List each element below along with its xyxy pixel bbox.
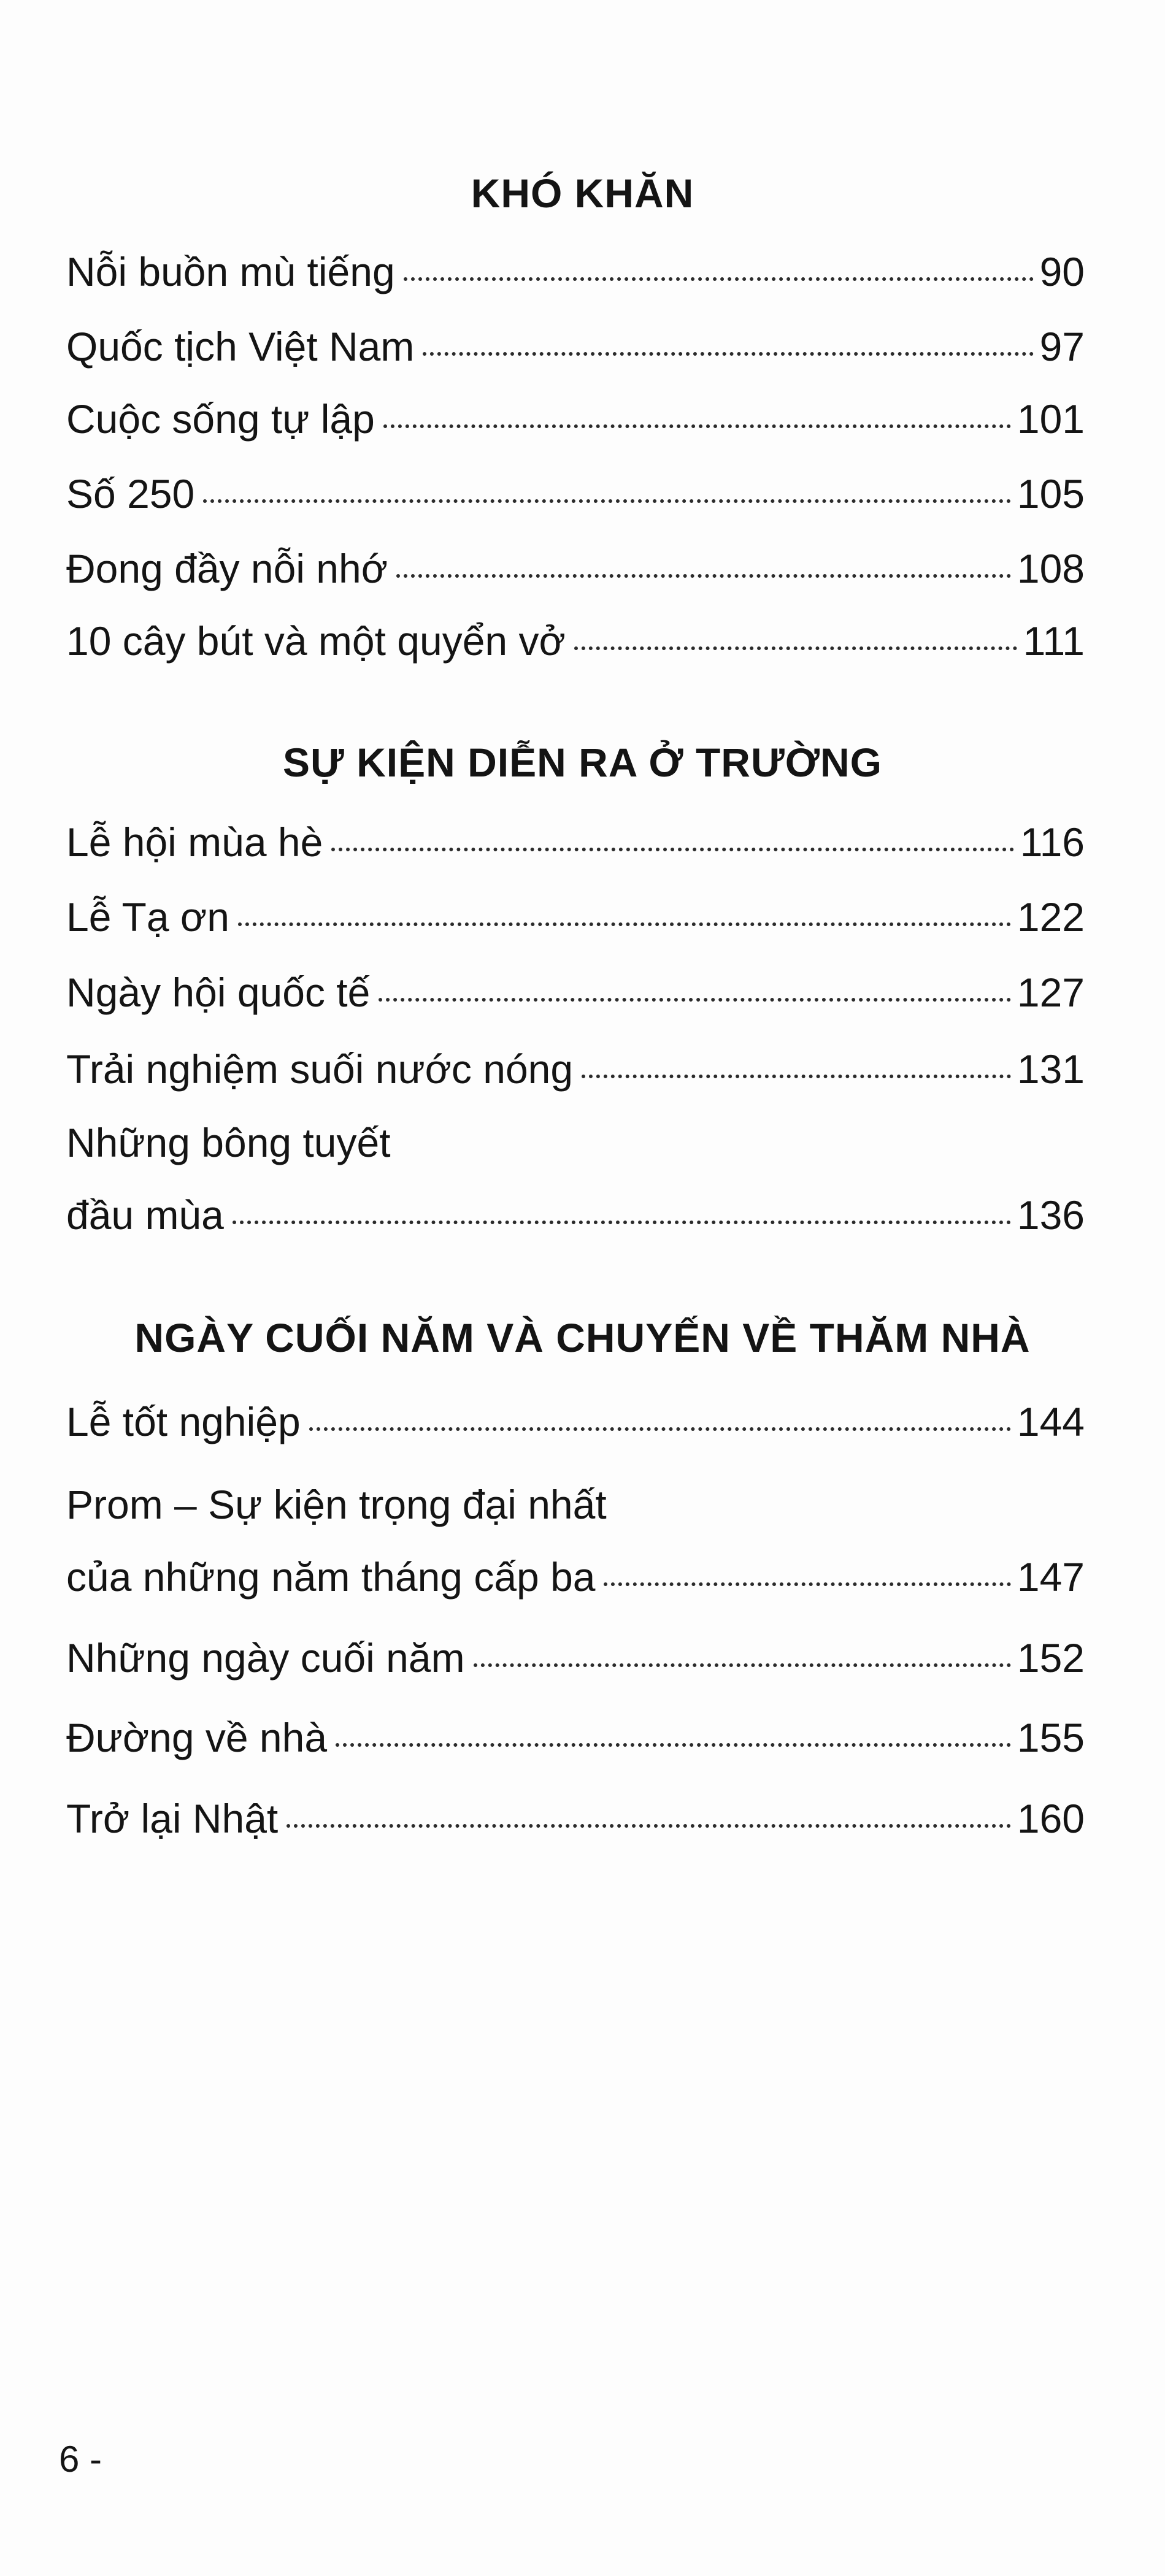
toc-entry [66,1635,1085,1681]
dot-leader [396,574,1011,578]
toc-entry-title: Quốc tịch Việt Nam [66,324,415,369]
toc-entry-title: Lễ hội mùa hè [66,819,323,865]
toc-entry [66,473,1085,514]
toc-entry-title-line2: của những năm tháng cấp ba [66,1554,596,1600]
dot-leader [336,1743,1011,1747]
toc-entry-page: 111 [1023,618,1085,664]
toc-entry-title: Lễ Tạ ơn [66,894,229,940]
toc-entry-page: 152 [1017,1635,1085,1681]
toc-entry-page: 122 [1017,894,1085,940]
dot-leader [331,848,1013,851]
footer-page-number: 6 - [59,2439,102,2480]
toc-entry-title-line1: Những bông tuyết [66,1120,391,1165]
toc-entry-title: Đong đầy nỗi nhớ [66,546,388,591]
toc-entry-title: Trở lại Nhật [66,1796,279,1841]
dot-leader [379,998,1011,1002]
dot-leader [238,922,1011,926]
toc-entry-multiline [66,1120,1085,1238]
toc-entry-title: Những ngày cuối năm [66,1635,465,1681]
toc-entry-title: Nỗi buồn mù tiếng [66,249,395,294]
toc-entry-page: 144 [1017,1399,1085,1444]
toc-entry [66,618,1085,664]
toc-entry-multiline [66,1482,1085,1600]
section-title-su-kien: SỰ KIỆN DIỄN RA Ở TRƯỜNG [282,740,883,785]
section-title-ngay-cuoi-nam: NGÀY CUỐI NĂM VÀ CHUYẾN VỀ THĂM NHÀ [134,1315,1031,1360]
toc-entry-page: 147 [1017,1554,1085,1600]
dot-leader [582,1075,1011,1078]
dot-leader [383,424,1011,428]
dot-leader [309,1427,1011,1431]
dot-leader [474,1663,1011,1667]
dot-leader [203,499,1011,503]
toc-entry-title-line1: Prom – Sự kiện trọng đại nhất [66,1482,607,1527]
toc-entry-title: Trải nghiệm suối nước nóng [66,1046,574,1092]
toc-entry-title: Cuộc sống tự lập [66,396,375,442]
toc-entry-page: 160 [1017,1796,1085,1841]
toc-entry-page: 90 [1039,249,1085,294]
toc-entry-page: 105 [1017,471,1085,516]
dot-leader [286,1824,1011,1828]
dot-leader [604,1582,1010,1586]
toc-entry [66,819,1085,865]
toc-entry [66,972,1085,1013]
toc-entry [66,396,1085,442]
toc-entry [66,548,1085,589]
toc-entry-page: 108 [1017,546,1085,591]
dot-leader [423,352,1033,356]
toc-entry-page: 127 [1017,970,1085,1015]
toc-entry [66,1046,1085,1092]
toc-entry-page: 97 [1039,324,1085,369]
toc-entry [66,1401,1085,1442]
toc-entry [66,326,1085,367]
toc-entry-title: Lễ tốt nghiệp [66,1399,301,1444]
toc-entry-title: Số 250 [66,471,195,516]
toc-entry [66,1717,1085,1758]
toc-entry [66,894,1085,940]
dot-leader [574,646,1017,650]
toc-entry-title: Ngày hội quốc tế [66,970,371,1015]
toc-entry-page: 136 [1017,1192,1085,1238]
toc-entry-page: 155 [1017,1715,1085,1760]
toc-entry-page: 116 [1020,819,1085,865]
dot-leader [404,277,1034,281]
section-title-kho-khan: KHÓ KHĂN [471,171,694,216]
toc-entry-title: 10 cây bút và một quyển vở [66,618,566,664]
toc-entry-title-line2: đầu mùa [66,1192,224,1238]
toc-entry-page: 101 [1017,396,1085,442]
toc-entry-title: Đường về nhà [66,1715,328,1760]
toc-entry [66,1798,1085,1839]
dot-leader [233,1221,1011,1224]
toc-entry-page: 131 [1017,1046,1085,1092]
toc-entry [66,251,1085,292]
